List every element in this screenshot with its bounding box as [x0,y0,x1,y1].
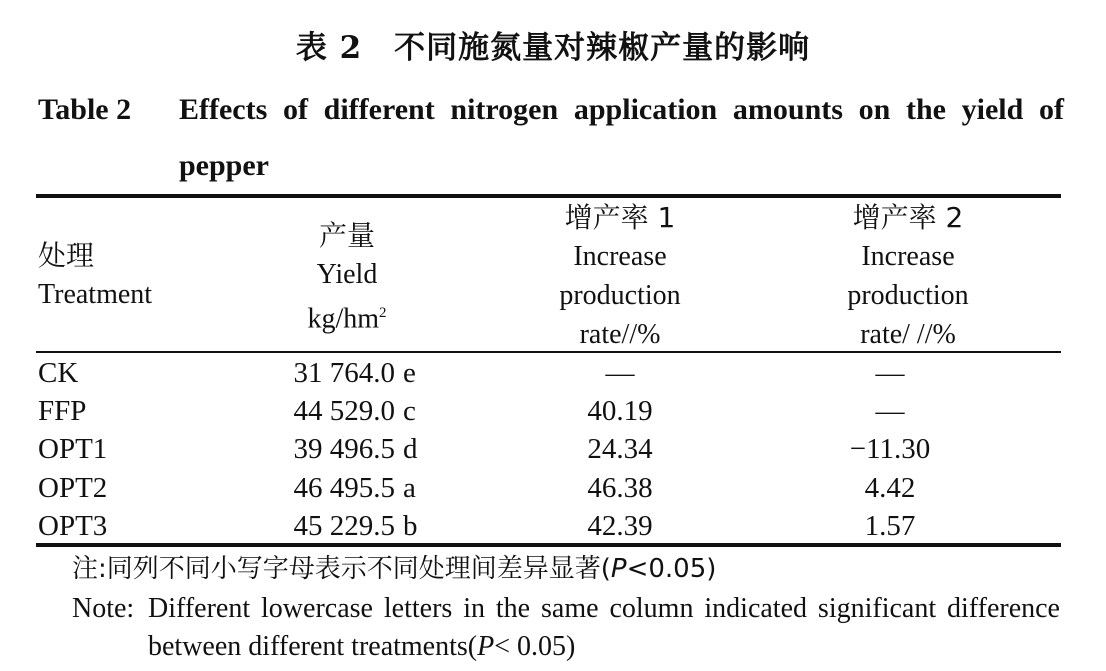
cell-significance-letter: e [403,357,416,389]
cell-treatment: FFP [38,395,87,427]
note-en-suffix: < 0.05) [494,631,576,662]
table-caption-en: Effects of different nitrogen application amounts on the yield of pepper [179,93,1064,182]
cell-treatment: OPT2 [38,472,108,504]
cell-significance-letter: b [403,510,418,542]
cell-increase-rate-1: 46.38 [587,472,653,504]
header-treatment [38,236,152,314]
cell-treatment: CK [38,357,79,389]
header-increase-rate-2 [808,198,1008,354]
note-cn-prefix: 注:同列不同小写字母表示不同处理间差异显著( [72,554,611,584]
header-yield-unit-sup: 2 [379,305,387,321]
note-en-text [148,590,1060,666]
header-inc1-en-1: Increase [573,241,667,272]
note-en-prefix: Different lowercase letters in the same column indicated significant difference between different treatments( [148,593,1060,662]
header-treatment-en: Treatment [38,279,153,310]
header-inc2-en-2: production [847,280,969,311]
table-row [0,430,1106,468]
table-note-cn [72,549,716,589]
cell-yield: 46 495.5 [293,472,395,504]
note-cn-suffix: <0.05) [626,554,717,584]
table-row [0,507,1106,545]
header-yield-cn: 产量 [318,219,375,252]
note-en-label: Note: [72,593,135,624]
cell-significance-letter: d [403,433,418,465]
cell-yield: 31 764.0 [293,357,395,389]
header-inc1-en-2: production [559,280,681,311]
header-increase-rate-1 [520,198,720,354]
table-bottom-rule [36,543,1061,547]
cell-treatment: OPT1 [38,433,108,465]
cell-significance-letter: a [403,472,416,504]
cell-increase-rate-2: −11.30 [849,433,931,465]
table-title-cn: 表 2 不同施氮量对辣椒产量的影响 [295,30,811,66]
cell-increase-rate-2: — [875,395,905,427]
header-inc1-cn: 增产率 1 [564,201,676,234]
cell-yield: 44 529.0 [293,395,395,427]
cell-increase-rate-2: — [875,357,905,389]
cell-treatment: OPT3 [38,510,108,542]
cell-increase-rate-2: 1.57 [864,510,916,542]
table-row [0,392,1106,430]
header-inc2-en-3: rate/ //% [860,319,956,350]
cell-significance-letter: c [403,395,416,427]
cell-increase-rate-1: 40.19 [587,395,653,427]
cell-yield: 39 496.5 [293,433,395,465]
cell-increase-rate-2: 4.42 [864,472,916,504]
header-yield-unit [252,294,442,338]
note-en-p: P [477,631,495,662]
header-yield [252,216,442,338]
header-yield-en: Yield [316,259,378,290]
header-treatment-cn: 处理 [38,239,95,272]
header-inc2-cn: 增产率 2 [852,201,964,234]
cell-increase-rate-1: — [605,357,635,389]
table-header-rule [36,351,1061,353]
cell-increase-rate-1: 42.39 [587,510,653,542]
cell-yield: 45 229.5 [293,510,395,542]
table-row [0,469,1106,507]
table-label-en: Table 2 [38,93,132,126]
header-yield-unit-base: kg/hm [307,303,380,335]
header-inc2-en-1: Increase [861,241,955,272]
cell-increase-rate-1: 24.34 [587,433,653,465]
header-inc1-en-3: rate//% [579,319,661,350]
note-cn-p: P [610,554,627,584]
table-row [0,354,1106,392]
